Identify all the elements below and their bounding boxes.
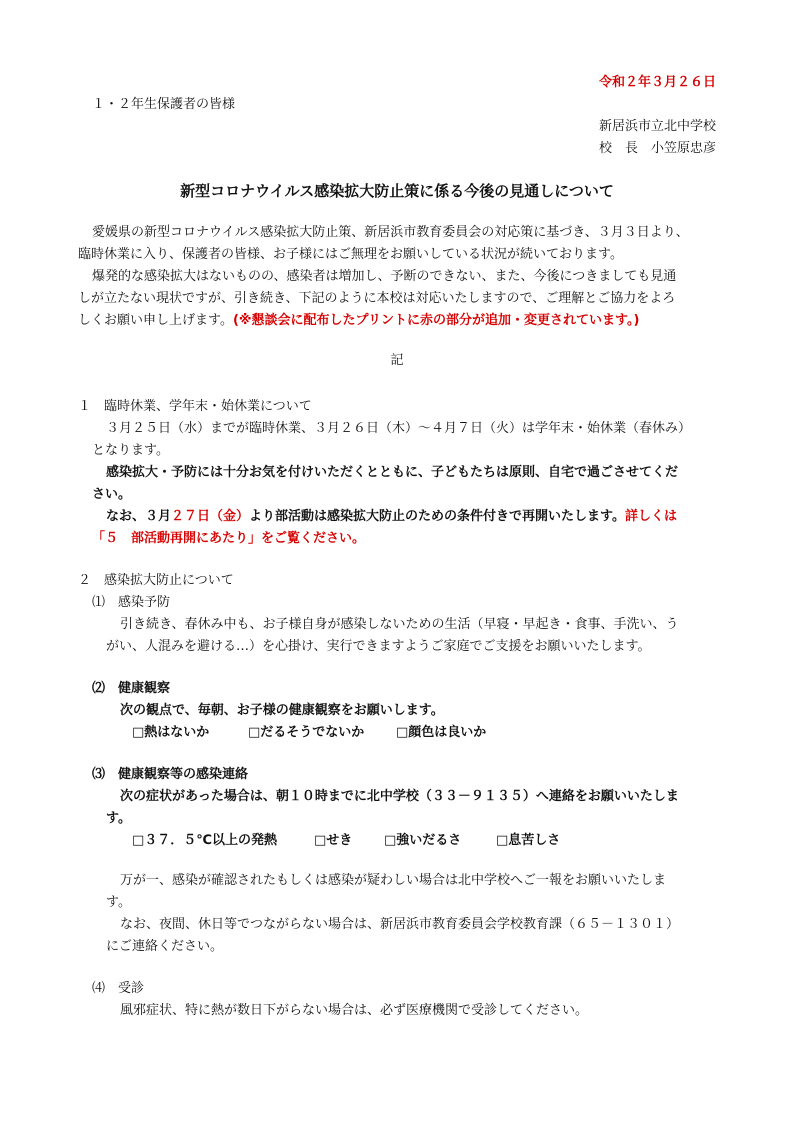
section1-line1: ３月２５日（水）までが臨時休業、３月２６日（木）～４月７日（火）は学年末・始休業（春休み） xyxy=(106,421,692,436)
intro-p1-line2: 臨時休業に入り、保護者の皆様、お子様にはご無理をお願いしている状況が続いております。 xyxy=(78,247,623,262)
section1-bold-line2: さい。 xyxy=(92,487,132,502)
intro-p1-line1: 愛媛県の新型コロナウイルス感染拡大防止策、新居浜市教育委員会の対応策に基づき、３月３日より、 xyxy=(92,225,689,240)
club-resume-b: より部活動は感染拡大防止のための条件付きで再開いたします。 xyxy=(249,509,625,524)
club-resume-c: 詳しくは xyxy=(625,509,678,524)
recipient: １・２年生保護者の皆様 xyxy=(92,97,236,112)
club-resume-date: ２７日（金） xyxy=(171,509,250,524)
intro-p2-line1: 爆発的な感染拡大はないものの、感染者は増加し、予断のできない、また、今後につきましても見通 xyxy=(92,269,677,284)
sub3-afterhours-notice: なお、夜間、休日等でつながらない場合は、新居浜市教育委員会学校教育課（６５－１３０１） xyxy=(120,917,680,932)
principal-name: 校 長 小笠原忠彦 xyxy=(598,141,716,156)
intro-p2-line3 xyxy=(78,310,639,332)
sub1-line1: 引き続き、春休み中も、お子様自身が感染しないための生活（早寝・早起き・食事、手洗い、う xyxy=(120,617,679,632)
intro-p2-line2: しが立たない現状ですが、引き続き、下記のように本校は対応いたしますので、ご理解とご協力をよろ xyxy=(78,291,676,306)
intro-closing: しくお願い申し上げます。 xyxy=(78,313,233,328)
sub2-check-fever: □熱はないか xyxy=(132,725,210,740)
section2-heading: ２ 感染拡大防止について xyxy=(78,573,234,588)
sub3-heading: ⑶ 健康観察等の感染連絡 xyxy=(92,767,249,782)
sub3-afterhours-notice-cont: にご連絡ください。 xyxy=(106,939,224,954)
section1-heading: １ 臨時休業、学年末・始休業について xyxy=(78,399,312,414)
sub3-check-fever: □３７．５℃以上の発熱 xyxy=(132,833,278,848)
sub2-check-fatigue: □だるそうでないか xyxy=(248,725,365,740)
sub3-check-fatigue: □強いだるさ xyxy=(384,833,462,848)
sub3-line2: す。 xyxy=(106,811,131,826)
sub3-line1: 次の症状があった場合は、朝１０時までに北中学校（３３－９１３５）へ連絡をお願いいたしま xyxy=(120,789,679,804)
sub2-heading: ⑵ 健康観察 xyxy=(92,681,171,696)
ki-marker: 記 xyxy=(390,353,404,368)
revision-note: (※懇談会に配布したプリントに赤の部分が追加・変更されています。) xyxy=(232,313,640,328)
sub3-check-breathing: □息苦しさ xyxy=(496,833,561,848)
sub3-infection-notice-cont: す。 xyxy=(106,895,131,910)
club-resume-line xyxy=(106,506,677,528)
section1-bold-line1: 感染拡大・予防には十分お気を付けいただくとともに、子どもたちは原則、自宅で過ごさせてくだ xyxy=(106,465,679,480)
sub4-line1: 風邪症状、特に熱が数日下がらない場合は、必ず医療機関で受診してください。 xyxy=(120,1003,589,1018)
sub4-heading: ⑷ 受診 xyxy=(92,981,145,996)
school-name: 新居浜市立北中学校 xyxy=(598,119,716,134)
sub3-check-cough: □せき xyxy=(314,833,353,848)
sub2-check-complexion: □顔色は良いか xyxy=(396,725,487,740)
sub3-infection-notice: 万が一、感染が確認されたもしくは感染が疑わしい場合は北中学校へご一報をお願いいたしま xyxy=(120,873,667,888)
sub2-line1: 次の観点で、毎朝、お子様の健康観察をお願いします。 xyxy=(120,703,444,718)
club-resume-reference: 「５ 部活動再開にあたり」をご覧ください。 xyxy=(92,531,366,546)
document-date: 令和２年３月２６日 xyxy=(598,75,716,90)
document-title: 新型コロナウイルス感染拡大防止策に係る今後の見通しについて xyxy=(180,182,614,200)
sub1-line2: がい、人混みを避ける…）を心掛け、実行できますようご家庭でご支援をお願いいたします。 xyxy=(106,639,651,654)
section1-line2: となります。 xyxy=(92,443,169,458)
sub1-heading: ⑴ 感染予防 xyxy=(92,595,171,610)
club-resume-a: なお、３月 xyxy=(106,509,172,524)
